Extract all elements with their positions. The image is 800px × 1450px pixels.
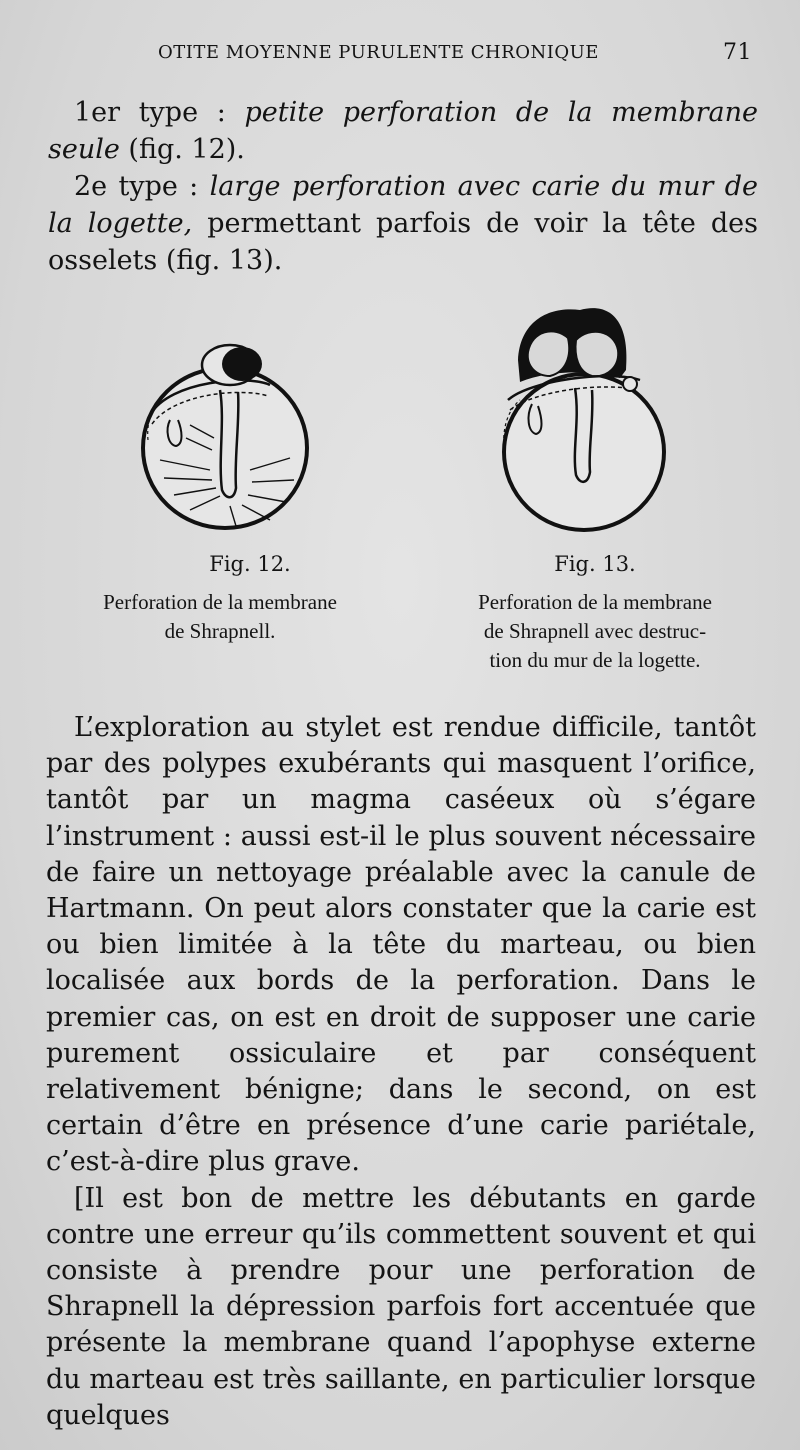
fig-13-label: Fig. 13.: [554, 552, 636, 576]
body-paragraph-1: L’exploration au stylet est rendue difficile, tantôt par des polypes exubérants qui masquent l’orifice, tantôt par un magma caséeux où s’égare l’instrument : aussi est-il le plus souvent nécessaire de faire un nettoyage préalable avec la canule de Hartmann. On peut alors constater que la carie est ou bien limitée à la tête du marteau, ou bien localisée aux bords de la perforation. Dans le premier cas, on est en droit de supposer une carie purement ossiculaire et par conséquent relativement bénigne; dans le second, on est certain d’être en présence d’une carie pariétale, c’est-à-dire plus grave.: [46, 712, 756, 1178]
type-list: [48, 94, 758, 279]
body-paragraph-2: [Il est bon de mettre les débutants en garde contre une erreur qu’ils commettent souvent et qui consiste à prendre pour une perforation de Shrapnell la dépression parfois fort accentuée que présente la membrane quand l’apophyse externe du marteau est très saillante, en particulier lorsque quelques: [46, 1182, 756, 1431]
chapter-title: OTITE MOYENNE PURULENTE CHRONIQUE: [158, 42, 599, 63]
fig-12-caption-line: Perforation de la membrane: [103, 590, 337, 614]
fig-12-label: Fig. 12.: [209, 552, 291, 576]
type-2-paragraph: [48, 168, 758, 279]
type-1-description: petite perforation de la membrane seule: [48, 97, 759, 165]
fig-12-caption: [40, 588, 400, 646]
type-1-prefix: 1er type :: [74, 97, 245, 128]
fig-13-caption: [415, 588, 775, 675]
type-2-description: large perforation avec carie du mur de la logette,: [48, 171, 758, 239]
page-number: 71: [723, 40, 752, 65]
fig-12-illustration: [130, 320, 320, 540]
fig-13-illustration: [480, 300, 680, 540]
fig-13-caption-line: de Shrapnell avec destruc-: [483, 619, 707, 643]
type-1-paragraph: [48, 94, 758, 168]
body-text: [46, 710, 756, 1434]
fig-13-caption-line: Perforation de la membrane: [478, 590, 712, 614]
fig-12-caption-line: de Shrapnell.: [164, 619, 276, 643]
running-head: [150, 40, 760, 68]
type-2-prefix: 2e type :: [74, 171, 210, 202]
fig-13-caption-line: tion du mur de la logette.: [489, 648, 701, 672]
type-1-reference: (fig. 12).: [119, 134, 245, 165]
figures-block: [40, 300, 780, 680]
type-2-reference: permettant parfois de voir la tête des osselets (fig. 13).: [48, 208, 759, 276]
